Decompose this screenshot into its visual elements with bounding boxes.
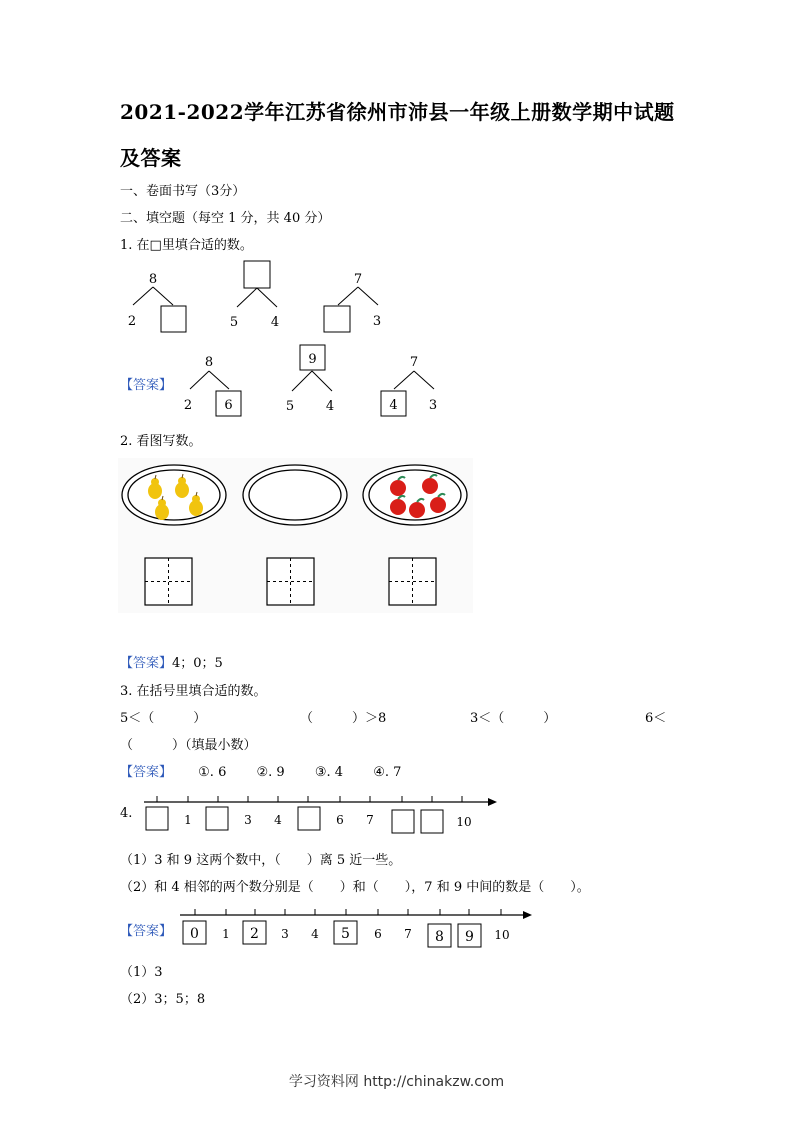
plate-pears — [122, 465, 226, 525]
q4-label: 3 — [244, 813, 252, 827]
q4-blank-box[interactable] — [298, 807, 320, 830]
q4-sub2: （2）和 4 相邻的两个数分别是（ ）和（ ），7 和 9 中间的数是（ ）。 — [120, 880, 590, 895]
q1-tree-2 — [230, 261, 279, 330]
q4-blank-box[interactable] — [421, 810, 443, 833]
q1-ans-tree3-left: 4 — [389, 398, 398, 413]
q1-tree-3 — [324, 272, 381, 332]
q3-answer-label: 【答案】 — [120, 765, 173, 780]
q2-figure — [118, 458, 473, 613]
q3-prompt: 3. 在括号里填合适的数。 — [120, 684, 267, 699]
q1-ans-tree3-right: 3 — [428, 398, 438, 413]
q4-label: 1 — [184, 813, 192, 827]
q1-tree1-top: 8 — [148, 272, 158, 287]
q3-answer-3: ③. 4 — [314, 765, 344, 780]
q1-answer-trees — [180, 340, 450, 420]
q1-tree1-left: 2 — [127, 314, 137, 329]
q4-ans-label: 0 — [190, 926, 199, 942]
q2-answer-value: 4；0；5 — [172, 656, 223, 671]
q3-item-2: （ ）＞8 — [300, 711, 387, 726]
q1-answer-tree-2 — [286, 345, 334, 414]
q4-ans-label: 5 — [341, 926, 350, 942]
q3-item-1: 5＜（ ） — [120, 711, 207, 726]
q3-answer-1: ①. 6 — [198, 765, 227, 780]
q4-label: 6 — [336, 813, 344, 827]
q3-answer-2: ②. 9 — [256, 765, 285, 780]
q4-sub1: （1）3 和 9 这两个数中，（ ）离 5 近一些。 — [120, 853, 402, 868]
q1-ans-tree3-top: 7 — [409, 355, 419, 370]
section-1: 一、卷面书写（3分） — [120, 184, 246, 199]
q4-ans-label: 3 — [281, 927, 289, 941]
q2-prompt: 2. 看图写数。 — [120, 434, 202, 449]
writing-box[interactable] — [145, 558, 192, 605]
q1-ans-tree2-right: 4 — [325, 399, 335, 414]
q4-ans-label: 7 — [404, 927, 412, 941]
q1-tree2-right: 4 — [270, 315, 280, 330]
q4-blank-box[interactable] — [146, 807, 168, 830]
q1-answer-label: 【答案】 — [120, 378, 173, 393]
q3-item-3: 3＜（ ） — [470, 711, 557, 726]
plate-empty — [243, 465, 347, 525]
q4-ans-label: 4 — [311, 927, 319, 941]
q4-answer-label: 【答案】 — [120, 924, 173, 939]
q1-ans-tree1-top: 8 — [204, 355, 214, 370]
q1-tree2-blank-box[interactable] — [244, 261, 270, 288]
q3-answer — [120, 761, 401, 780]
writing-box[interactable] — [267, 558, 314, 605]
q4-ans-label: 8 — [435, 929, 444, 945]
q1-prompt: 1. 在□里填合适的数。 — [120, 238, 253, 253]
q1-ans-tree1-left: 2 — [183, 398, 193, 413]
footer-watermark: 学习资料网 http://chinakzw.com — [288, 1074, 505, 1090]
q4-ans-label: 1 — [222, 927, 230, 941]
q1-tree-1 — [128, 272, 186, 332]
q2-answer — [120, 652, 223, 671]
q1-tree3-blank-box[interactable] — [324, 306, 350, 332]
q1-tree3-right: 3 — [372, 314, 382, 329]
q4-ans-label: 6 — [374, 927, 382, 941]
q1-answer-tree-1 — [184, 355, 241, 416]
q1-trees — [120, 255, 450, 335]
q4-label: 10 — [456, 815, 472, 829]
q4-blank-box[interactable] — [206, 807, 228, 830]
q1-ans-tree2-left: 5 — [285, 399, 295, 414]
q4-blank-box[interactable] — [392, 810, 414, 833]
q2-answer-label: 【答案】 — [120, 656, 173, 671]
q1-tree1-blank-box[interactable] — [161, 306, 186, 332]
q4-answer-1: （1）3 — [120, 965, 163, 980]
q4-answer-number-line — [176, 903, 541, 951]
q4-answer-2: （2）3；5；8 — [120, 992, 206, 1007]
q4-label: 4 — [274, 813, 282, 827]
q3-item-4: 6＜ — [645, 711, 667, 726]
q1-tree2-left: 5 — [229, 315, 239, 330]
writing-box[interactable] — [389, 558, 436, 605]
page-title-cont: 及答案 — [120, 146, 182, 170]
q1-ans-tree2-top: 9 — [308, 352, 317, 367]
q1-tree3-top: 7 — [353, 272, 363, 287]
q4-number-line — [140, 790, 505, 838]
plate-apples — [363, 465, 467, 525]
q4-ans-label: 2 — [250, 926, 259, 942]
q4-number: 4. — [120, 806, 133, 821]
q4-ans-label: 10 — [494, 928, 510, 942]
q4-ans-label: 9 — [465, 929, 474, 945]
q3-line2: （ ）（填最小数） — [120, 738, 257, 753]
q3-answer-4: ④. 7 — [373, 765, 402, 780]
q1-ans-tree1-right: 6 — [224, 398, 233, 413]
q4-label: 7 — [366, 813, 374, 827]
section-2: 二、填空题（每空 1 分，共 40 分） — [120, 211, 331, 226]
q1-answer-tree-3 — [381, 355, 437, 416]
page-title: 2021-2022学年江苏省徐州市沛县一年级上册数学期中试题 — [120, 100, 675, 124]
